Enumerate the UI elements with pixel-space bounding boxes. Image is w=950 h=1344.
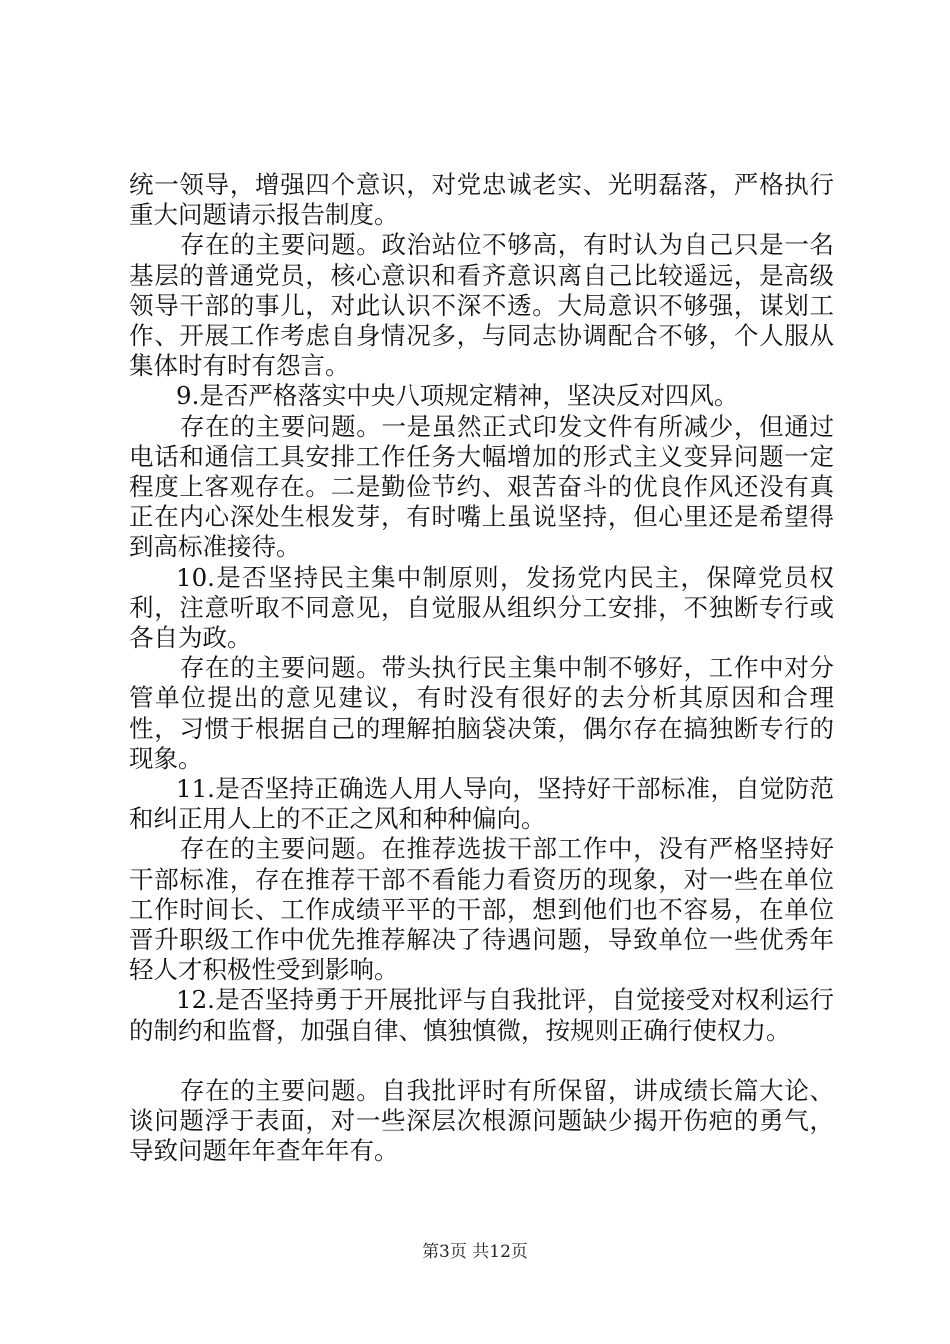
item-11-heading: 11.是否坚持正确选人用人导向，坚持好干部标准，自觉防范和纠正用人上的不正之风和种种偏向。 [129,774,834,834]
paragraph-problem-self-criticism: 存在的主要问题。自我批评时有所保留，讲成绩长篇大论、谈问题浮于表面，对一些深层次根源问题缺少揭开伤疤的勇气，导致问题年年查年年有。 [129,1075,834,1166]
item-10-heading: 10.是否坚持民主集中制原则，发扬党内民主，保障党员权利，注意听取不同意见，自觉服从组织分工安排，不独断专行或各自为政。 [129,562,834,653]
document-body [129,170,834,1167]
paragraph-problem-cadre-selection: 存在的主要问题。在推荐选拔干部工作中，没有严格坚持好干部标准，存在推荐干部不看能力看资历的现象，对一些在单位工作时间长、工作成绩平平的干部，想到他们也不容易，在单位晋升职级工作中优先推荐解决了待遇问题，导致单位一些优秀年轻人才积极性受到影响。 [129,834,834,985]
paragraph-gap [129,1046,834,1076]
item-9-heading: 9.是否严格落实中央八项规定精神，坚决反对四风。 [176,381,739,411]
paragraph-problem-eight-rules: 存在的主要问题。一是虽然正式印发文件有所减少，但通过电话和通信工具安排工作任务大幅增加的形式主义变异问题一定程度上客观存在。二是勤俭节约、艰苦奋斗的优良作风还没有真正在内心深处生根发芽，有时嘴上虽说坚持，但心里还是希望得到高标准接待。 [129,411,834,562]
page-footer: 第3页 共12页 [422,1242,528,1262]
paragraph-problem-democratic-centralism: 存在的主要问题。带头执行民主集中制不够好，工作中对分管单位提出的意见建议，有时没有很好的去分析其原因和合理性，习惯于根据自己的理解拍脑袋决策，偶尔存在搞独断专行的现象。 [129,653,834,773]
item-12-heading: 12.是否坚持勇于开展批评与自我批评，自觉接受对权利运行的制约和监督，加强自律、慎独慎微，按规则正确行使权力。 [129,985,834,1045]
paragraph-problem-political: 存在的主要问题。政治站位不够高，有时认为自己只是一名基层的普通党员，核心意识和看齐意识离自己比较遥远，是高级领导干部的事儿，对此认识不深不透。大局意识不够强，谋划工作、开展工作考虑自身情况多，与同志协调配合不够，个人服从集体时有时有怨言。 [129,230,834,381]
paragraph-continuation: 统一领导，增强四个意识，对党忠诚老实、光明磊落，严格执行重大问题请示报告制度。 [129,170,834,230]
